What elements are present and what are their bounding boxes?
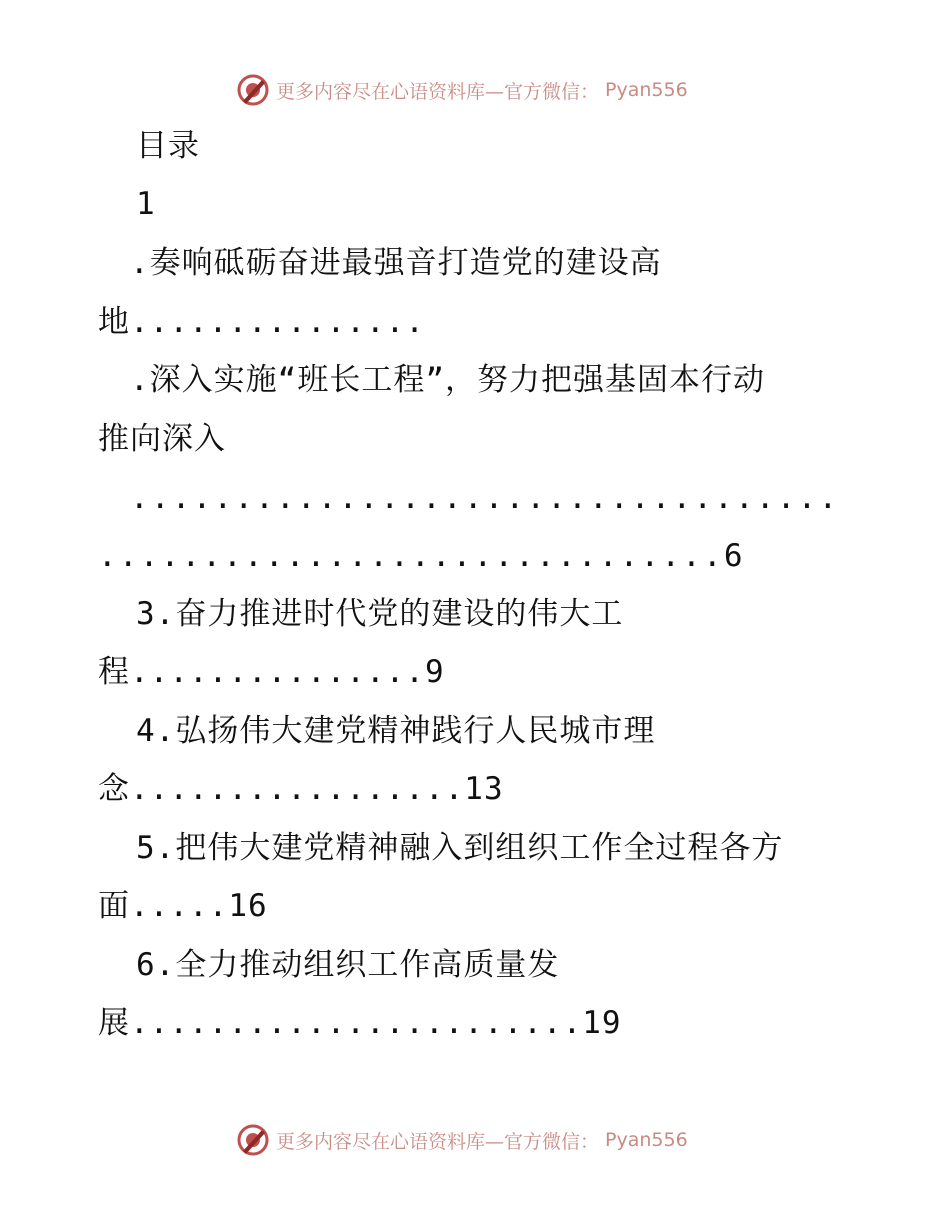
toc-entry-2-title: .深入实施“班长工程”，努力把强基固本行动 <box>130 362 765 398</box>
toc-entry-6-title: 6.全力推动组织工作高质量发 <box>136 947 560 983</box>
toc-entry-3-title: 3.奋力推进时代党的建设的伟大工 <box>136 596 624 632</box>
toc-entry-2-title-cont: 推向深入 <box>98 421 226 457</box>
toc-entry-2-leader-page: ..............................6 <box>98 538 745 574</box>
toc-entry-5-leader-page: 面.....16 <box>98 888 268 924</box>
toc-entry-5-title: 5.把伟大建党精神融入到组织工作全过程各方 <box>136 830 784 866</box>
watermark-handle: Pyan556 <box>605 79 688 101</box>
toc-entry-6-leader-page: 展.......................19 <box>98 1005 622 1041</box>
watermark-text: 更多内容尽在心语资料库—官方微信： <box>276 80 600 103</box>
watermark-handle: Pyan556 <box>605 1129 688 1151</box>
pen-logo-icon <box>236 1123 270 1157</box>
watermark-header <box>236 72 688 108</box>
watermark-footer <box>236 1122 688 1158</box>
toc-title: 目录 <box>136 128 200 164</box>
toc-entry-1-leader: 地............... <box>98 304 425 340</box>
toc-entry-1-title: .奏响砥砺奋进最强音打造党的建设高 <box>130 245 662 281</box>
toc-entry-4-leader-page: 念.................13 <box>98 771 504 807</box>
pen-logo-icon <box>236 73 270 107</box>
toc-entry-4-title: 4.弘扬伟大建党精神践行人民城市理 <box>136 713 656 749</box>
toc-entry-2-leader: .................................. <box>130 480 840 516</box>
watermark-text: 更多内容尽在心语资料库—官方微信： <box>276 1130 600 1153</box>
toc-number-line: 1 <box>136 186 156 222</box>
toc-entry-3-leader-page: 程...............9 <box>98 654 445 690</box>
